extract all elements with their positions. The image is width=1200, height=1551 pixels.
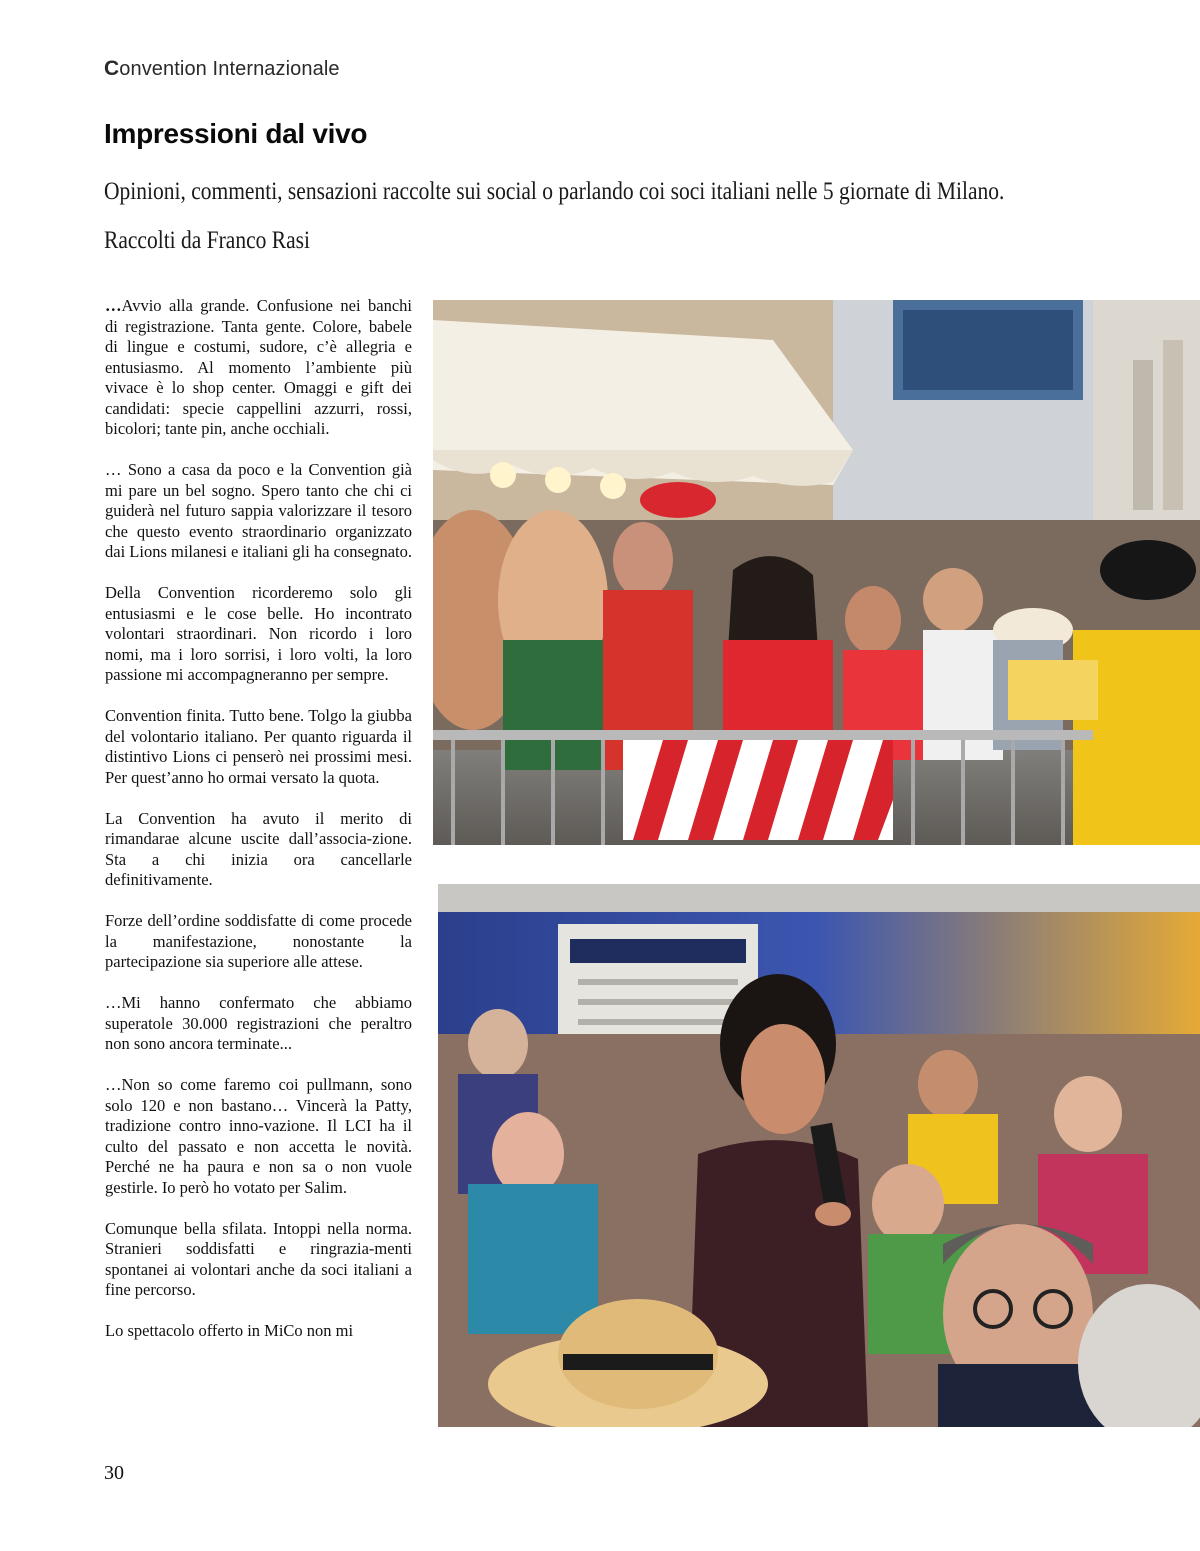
article-paragraph: … Sono a casa da poco e la Convention già mi pare un bel sogno. Spero tanto che chi ci guiderà nel futuro sappia valorizzare il tesoro che questo evento straordinario organizzato dai Lions milanesi e italiani gli ha consegnato. <box>105 460 413 561</box>
article-paragraph: Comunque bella sfilata. Intoppi nella norma. Stranieri soddisfatti e ringrazia-menti spontanei ai volontari anche da soci italiani a fine percorso. <box>105 1218 412 1299</box>
section-label <box>104 57 340 81</box>
article-subtitle: Opinioni, commenti, sensazioni raccolte sui social o parlando coi soci italiani nelle 5 giornate di Milano. <box>104 178 1005 205</box>
page-number: 30 <box>104 1462 124 1484</box>
paragraph-text: Avvio alla grande. Confusione nei banchi di registrazione. Tanta gente. Colore, babele di lingue e costumi, sudore, c’è allegria e entusiasmo. Al momento l’ambiente più vivace è lo shop center. Omaggi e gift dei candidati: specie cappellini azzurri, rossi, bicolori; tante pin, anche occhiali. <box>105 296 412 438</box>
section-label-initial: C <box>104 57 120 80</box>
article-paragraph: Lo spettacolo offerto in MiCo non mi <box>105 1321 354 1340</box>
article-paragraph: Della Convention ricorderemo solo gli entusiasmi e le cose belle. Ho incontrato volontari straordinari. Non ricordo i loro nomi, ma i loro sorrisi, i loro volti, la loro passione mi accompagneranno per sempre. <box>105 583 412 684</box>
article-body <box>105 296 412 1362</box>
paragraph-lead: … <box>105 296 122 315</box>
article-paragraph: …Non so come faremo coi pullmann, sono solo 120 e non bastano… Vincerà la Patty, tradizione contro inno-vazione. Il LCI ha il culto del passato e non accetta le novità. Perché ne ha paura e non sa o non vuole gestirle. Io però ho votato per Salim. <box>105 1075 412 1197</box>
photo-crowd-parade-image <box>433 300 1200 845</box>
article-paragraph <box>105 296 412 440</box>
article-paragraph: La Convention ha avuto il merito di rimandarae alcune uscite dall’associa-zione. Sta a chi inizia ora cancellarle definitivamente. <box>105 808 412 889</box>
article-paragraph: Forze dell’ordine soddisfatte di come procede la manifestazione, nonostante la partecipazione sia superiore alle attese. <box>105 911 412 971</box>
article-paragraph: …Mi hanno confermato che abbiamo superatole 30.000 registrazioni che peraltro non sono ancora terminate... <box>105 993 412 1053</box>
page-title: Impressioni dal vivo <box>104 118 368 149</box>
article-paragraph: Convention finita. Tutto bene. Tolgo la giubba del volontario italiano. Per quanto riguarda il distintivo Lions ci penserò nei prossimi mesi. Per quest’anno ho ormai versato la quota. <box>105 706 412 787</box>
photo-speaker-microphone <box>438 884 1200 1427</box>
section-label-rest: onvention Internazionale <box>119 58 340 80</box>
photo-crowd-parade <box>433 300 1200 845</box>
photo-speaker-microphone-image <box>438 884 1200 1427</box>
article-byline: Raccolti da Franco Rasi <box>104 227 310 254</box>
